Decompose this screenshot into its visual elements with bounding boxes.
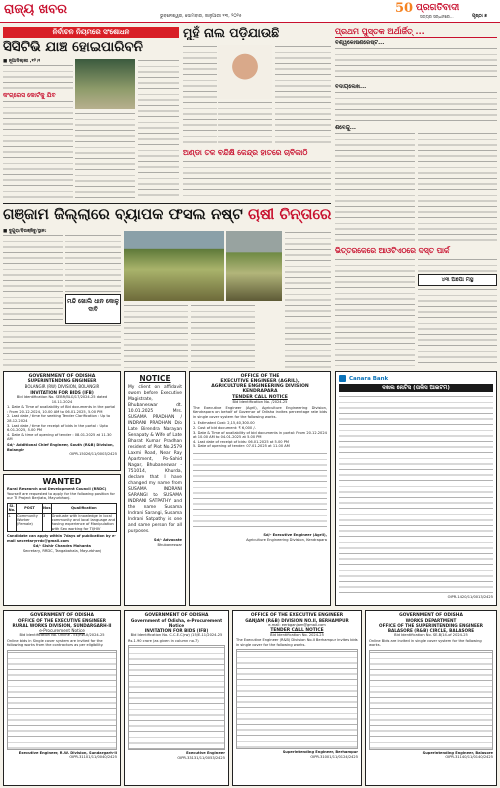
ad1-title: INVITATION FOR BIDS (IFB) (30, 390, 94, 395)
story3-body3-col2 (418, 132, 497, 242)
wanted-sign2: Secretary, RRDC, Tangabahala, Mayurbhanj (22, 549, 102, 553)
lead-photo-2 (226, 231, 282, 301)
wanted-cell-qual: Graduate with knowledge in local community and local language and having experience of Manipulation with Sex working for TI/HIV (51, 513, 116, 531)
b3-ref: OIPR-31001/11/0124/2425 (310, 754, 358, 759)
canara-ref: OIPR-1420/11/0013/2425 (447, 595, 493, 599)
exec-fineprint (193, 452, 327, 530)
b3-org3: e-mail: eerbganjam@gmail.com (268, 623, 326, 627)
ad-canara (335, 371, 497, 606)
ad1-sign: Sd/- Additional Chief Engineer, South (R&B) Division, Bolangir (7, 442, 114, 452)
story2-body-col3 (275, 45, 331, 145)
lead-boxout-head: ମନ୍ଦି ଖୋଲି ଧାନ କୋଳୁ ଦାବି (66, 298, 120, 313)
ad1-ref: OIPR-15026/11/0003/2425 (69, 452, 117, 457)
b1-ref: OIPR-31101/11/0040/2425 (69, 755, 117, 760)
wanted-org: Rural Research and Development Council (RRDC) (7, 487, 107, 491)
ad1-notice-no: Bid Identification No. SEBR/BLG/17/2024-25 dated 10.11.2024 (16, 395, 108, 404)
b1-org3: RURAL WORKS DIVISION, SUNDARGARH-II (12, 623, 112, 628)
b3-notice: Bid Identification No. 2024-25 (270, 632, 324, 637)
lead-body-col2 (65, 234, 121, 292)
exec-row-5: 5. Date of opening of tender: 07.01.2025 at 11.00 AM (193, 444, 290, 449)
story2-body-col2 (218, 101, 272, 145)
ad-notice (124, 371, 186, 606)
story3-sub1: ବିଶ୍ୱକୋଷଣରେଷ୍ଟ... (335, 40, 385, 46)
story5-headline: ଭିତ୍ତରକେରେ ଆଓଟିଏଠରେ ଦସ୍ତ ପାର୍କ (335, 246, 450, 255)
wanted-col-qual: Qualification (51, 503, 116, 513)
tagline: ସତ୍ୟର ସନ୍ଧାନରେ... (420, 14, 454, 19)
ad-balasore (365, 610, 497, 786)
story1-body-col3 (138, 59, 179, 198)
canara-header (339, 374, 493, 383)
b4-org3: OFFICE OF THE SUPERINTENDING ENGINEER (379, 623, 483, 628)
story1-body-col2 (75, 112, 135, 198)
b1-sign: Executive Engineer, R.W. Division, Sundargarh-II (18, 750, 117, 755)
lead-byline: ■ ଦୁଗୁରା/ବିରଞ୍ଜିବୁ/ସ୍ଥାନ: (3, 229, 47, 234)
b4-notice: Bid Identification No. SE-B/14-of 2024-25 (394, 633, 468, 637)
b2-org1: GOVERNMENT OF ODISHA (144, 613, 209, 618)
exec-row-2: 2. Cost of bid document: ₹ 6,000 /- (193, 425, 256, 430)
b2-title: Government of Odisha, e-Procurement Notice (130, 618, 223, 628)
wanted-cell-post: Community Worker (Female) (17, 513, 43, 532)
exec-sign: Sd/- Executive Engineer (Agril), (263, 532, 327, 537)
exec-row-1: 1. Estimated Cost: 2,15,40,300.00 (193, 421, 255, 426)
b3-table (236, 649, 358, 749)
story2-headline: ମୁହଁ ନାଲ ପଡ଼ିଯାଉଛି (183, 25, 280, 40)
lead-body-col4 (191, 304, 255, 368)
wanted-cell-slno: 1. (8, 513, 17, 532)
b2-table (128, 645, 225, 750)
b1-notice: Bid Identification No. Online - EE/RW-II/2024-25 (19, 633, 105, 637)
ad-sundargarh (3, 610, 121, 786)
exec-row-3: 3. Date & Time of availability of bid documents in portal: From 20.12.2024 at 10.00 AM to 04.01.2025 at 5.00 PM (193, 430, 327, 440)
ad-kendrapara (189, 371, 331, 606)
b3-org2: GANJAM (R&B) DIVISION NO.II, BERHAMPUR (245, 618, 349, 623)
story1-kicker: ନିର୍ବାଚନ ନିୟମରେ ସଂଶୋଧନ (3, 27, 179, 38)
b3-sign: Superintending Engineer, Berhampur (282, 750, 358, 755)
dateline: ଭୁବନେଶ୍ୱର, ସୋମବାର, ଜାନୁଆରୀ ୧୩, ୨୦୨୫ (160, 14, 242, 19)
story3-headline: ପ୍ରଥମ ପୁସ୍ତକ ଅର୍ଥାର୍ଜିତ୍ ... (335, 27, 425, 36)
notice-sign: Sd/- Advocate (153, 538, 182, 542)
wanted-col-nos: Nos (43, 503, 52, 513)
lead-photo (124, 231, 224, 301)
b3-title: TENDER CALL NOTICE (270, 627, 324, 633)
b1-body: Online bids in Single cover system are invited for the following works from the contractors as per eligibility. (7, 638, 104, 648)
ad-ccec (124, 610, 229, 786)
story1-byline: ■ ନୂଆଦିଲ୍ଲୀ ,୧୨।୧ (3, 59, 41, 64)
story3-sub2: ବିଦାୟଲେଖ... (335, 84, 367, 90)
b4-sign: Superintending Engineer, Balasore (422, 750, 493, 755)
ad1-org2: SUPERINTENDING ENGINEER (27, 379, 97, 384)
exec-org2: EXECUTIVE ENGINEER (AGRIL), (220, 379, 300, 384)
b4-ref: OIPR-31140/11/0140/2425 (445, 755, 493, 760)
story1-photo (75, 59, 135, 109)
b2-body: Rs.1.90 crore (as given in column no.7) (128, 638, 199, 643)
story1-headline: ସିସିଟିଭି ଯାଞ୍ଚ ହୋଇପାରିବନି (3, 39, 143, 55)
ad1-org3: BOLANGIR (RW) DIVISION, BOLANGIR (24, 384, 100, 389)
wanted-col-post: POST (17, 503, 43, 513)
b4-table (369, 650, 493, 750)
masthead (0, 0, 500, 22)
wanted-body: Yourself are requested to apply for the following position for our TI Project Berjiata, Mayurbhanj. (7, 491, 115, 501)
b4-org1: GOVERNMENT OF ODISHA (399, 613, 463, 618)
lead-body-col2b (3, 324, 121, 368)
ad1-row-2: 2. Last date / time for seeking Tender Clarification : Up to 28.12.2024 (7, 414, 111, 423)
ad1-row-3: 3. Last date / time for receipt of bids in the portal : Upto 6.01.2025, 5.00 PM (7, 423, 108, 433)
story3-body3-col1 (335, 132, 415, 242)
anniversary-logo: 50 (395, 1, 414, 16)
b4-body: Online Bids are invited in single cover system for the following works. (369, 638, 482, 648)
ad-wanted (3, 474, 121, 606)
notice-sign2: Bhubaneswar (157, 542, 182, 547)
story2-photo (218, 45, 272, 99)
ad-tender-bolangir (3, 371, 121, 471)
story3-sub3: ଶିବେନ୍ଦୁ... (335, 125, 357, 131)
lead-boxout (65, 294, 121, 324)
b3-org1: OFFICE OF THE EXECUTIVE ENGINEER (250, 613, 344, 618)
canara-bank-name: Canara Bank (349, 375, 389, 382)
story2-body-col1 (183, 45, 217, 145)
wanted-title: WANTED (42, 477, 82, 486)
b2-ref: OIPR-33131/11/0053/2425 (177, 755, 225, 760)
story5-body-col2b (418, 288, 497, 366)
lead-headline-main: ଗଞ୍ଜାମ ଜିଲ୍ଲାରେ ବ୍ୟାପକ ଫସଲ ନଷ୍ଟ (3, 205, 243, 223)
story1-body-col1 (3, 64, 73, 91)
lead-body-col5 (285, 231, 331, 368)
wanted-table (7, 503, 117, 532)
b1-org2: OFFICE OF THE EXECUTIVE ENGINEER (18, 618, 106, 623)
section-title: ରାଜ୍ୟ ଖବର (4, 2, 68, 17)
story5-sub-box (418, 274, 497, 286)
story5-body-col2 (418, 258, 497, 272)
exec-row-4: 4. Last date of receipt of bids: 06.01.2025 at 5.00 PM (193, 439, 289, 444)
story3-headline-bar (335, 25, 497, 38)
story5-body-col1 (335, 258, 415, 366)
b3-body: The Executive Engineer (R&B) Division No.II Berhampur invites bids in single cover for the following works. (236, 638, 358, 647)
ad1-row-1: 1. Date & Time of availability of Bid documents in the portal : From 20.12.2024, 10.00 AM to 06.01.2025, 5.00 PM (7, 405, 116, 414)
masthead-rule (0, 22, 500, 23)
ad1-org1: GOVERNMENT OF ODISHA (28, 374, 96, 379)
story5-sub: ୪୩ ଅପୋ ମସ୍ଥ (441, 277, 474, 283)
wanted-cell-nos: 3 (43, 513, 52, 532)
wanted-sign: Sd/- Sishir Chandra Mohanta (33, 544, 91, 549)
b1-org1: GOVERNMENT OF ODISHA (30, 613, 94, 618)
lead-top-rule (3, 203, 331, 204)
canara-logo-icon (339, 375, 346, 382)
wanted-col-slno: Sl. No. (8, 503, 16, 513)
lead-body-col3 (124, 304, 188, 368)
b2-org3: INVITATION FOR BIDS (IFB) (144, 628, 209, 633)
lead-headline-accent: ଚାଷୀ ଚିନ୍ତାରେ (248, 205, 332, 223)
notice-title: NOTICE (139, 374, 171, 383)
exec-notice-no: Bid Identification No. /2024-25 (232, 400, 288, 404)
exec-body: The Executive Engineer (Agril), Agriculture Engineering Division, Kendrapara on behalf of Governor of Odisha invites percentage rate bids in single cover system for the following works. (193, 405, 327, 419)
b4-org2: WORKS DEPARTMENT (405, 618, 457, 623)
story3-body2 (335, 91, 497, 123)
canara-body (339, 395, 493, 595)
story3-body1 (335, 47, 497, 82)
brand-logo: ପ୍ରଗତିବାଦୀ (416, 3, 460, 13)
b1-title: e-Procurement Notice (39, 628, 85, 633)
ad-ganjam (232, 610, 362, 786)
b2-sign: Executive Engineer (186, 751, 225, 756)
b1-table (7, 650, 117, 750)
exec-sign2: Agriculture Engineering Division, Kendrapara (246, 537, 327, 542)
story4-headline: ଅଣ୍ଡା ତଳ ବନ୍ଦିକ୍ଷି କେନ୍ଦ୍ର ହାତରେ ଚାବିକାଠି (183, 148, 308, 157)
ad1-row-4: 4. Date & time of opening of tender : 08.01.2025 at 11.30 AM (7, 432, 112, 442)
wanted-footer: Candidate can apply within 7days of publication by e-mail secretaryrrdc@gmail.com (7, 534, 116, 543)
page-number: ପୃଷ୍ଠା ୭ (472, 14, 488, 19)
b2-notice: Bid Identification No. C.C.E.C(rw) /15/E-11/2024-25 (130, 633, 223, 637)
story1-subhead: କଂଗ୍ରେସ କୋର୍ଟକୁ ଯିବ (3, 92, 56, 99)
notice-body: My client on affidavit sworn before Executive Magistrate, Bhubaneswar dt. 10.01.2025 Mrs. SUSAMA PRADHAN / INDRANI PRADHAN D/o Late Birendra Narayan Senapaty & Wife of Late Bharat Kumar Pradhan resident of Plot No.2579 Laxmi Road, Near Ray Apartment, Po-Sahid Nagar, Bhubaneswar - 751014, Khurda, declare that I have changed my name from SUSAMA INDRANI SARANGI to SUSAMA INDRANI SATPATHY and the name Susama Indrani Sarangi, Susama Indrani Satpathy is one and same person for all purposes. (128, 385, 182, 534)
b4-title: BALASORE (R&B) CIRCLE, BALASORE (387, 628, 475, 633)
exec-org1: OFFICE OF THE (240, 374, 280, 379)
exec-org3: AGRICULTURE ENGINEERING DIVISION (211, 384, 309, 389)
lead-headline (3, 205, 333, 224)
lead-body-col1 (3, 234, 63, 320)
exec-title: TENDER CALL NOTICE (232, 395, 288, 400)
exec-org4: KENDRAPARA (242, 389, 278, 394)
story4-body (183, 160, 331, 198)
canara-title: ଦଖଲ ନୋଟିସ (ତାଳିସ ଆଇଟମ) (339, 384, 493, 392)
story1-body-col1b (3, 100, 73, 198)
